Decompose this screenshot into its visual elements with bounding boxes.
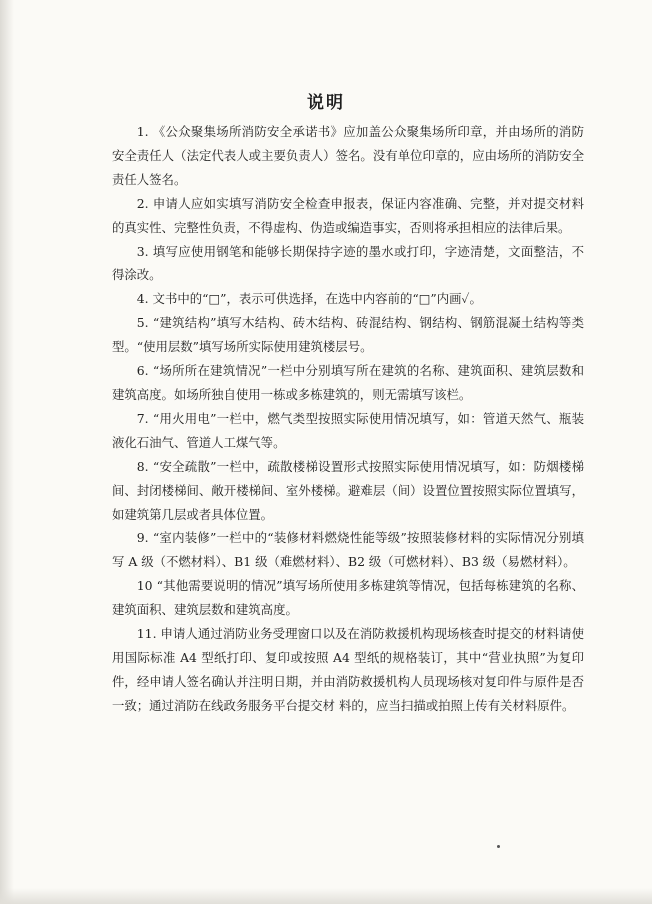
instruction-3: 3. 填写应使用钢笔和能够长期保持字迹的墨水或打印，字迹清楚，文面整洁，不得涂改。: [112, 243, 584, 283]
instruction-11: 11. 申请人通过消防业务受理窗口以及在消防救援机构现场核查时提交的材料请使用国际标准 A4 型纸打印、复印或按照 A4 型纸的规格装订，其中“营业执照”为复印件，经申请人签名确认并注明日期，并由消防救援机构人员现场核对复印件与原件是否一致；通过消防在线政务服务平台提交材 料的，应当扫描或拍照上传有关材料原件。: [112, 626, 584, 713]
page-title: 说明: [307, 93, 345, 113]
instruction-8: 8. “安全疏散”一栏中，疏散楼梯设置形式按照实际使用情况填写，如：防烟楼梯间、封闭楼梯间、敞开楼梯间、室外楼梯。避难层（间）设置位置按照实际位置填写，如建筑第几层或者具体位置。: [112, 458, 584, 522]
instruction-2: 2. 申请人应如实填写消防安全检查申报表，保证内容准确、完整，并对提交材料的真实性、完整性负责，不得虚构、伪造或编造事实，否则将承担相应的法律后果。: [112, 195, 584, 235]
page-shadow-left: [0, 0, 14, 904]
instruction-4: 4. 文书中的“□”，表示可供选择，在选中内容前的“□”内画✓。: [136, 291, 482, 307]
scan-speck: [497, 845, 500, 848]
page-shadow-bottom: [0, 888, 652, 904]
instruction-5: 5. “建筑结构”填写木结构、砖木结构、砖混结构、钢结构、钢筋混凝土结构等类型。“使用层数”填写场所实际使用建筑楼层号。: [112, 315, 584, 355]
instruction-9: 9. “室内装修”一栏中的“装修材料燃烧性能等级”按照装修材料的实际情况分别填写 A 级（不燃材料）、B1 级（难燃材料）、B2 级（可燃材料）、B3 级（易燃材料）。: [112, 530, 584, 570]
instruction-7: 7. “用火用电”一栏中，燃气类型按照实际使用情况填写，如：管道天然气、瓶装液化石油气、管道人工煤气等。: [112, 410, 584, 450]
instructions-body: [112, 120, 584, 718]
instruction-6: 6. “场所所在建筑情况”一栏中分别填写所在建筑的名称、建筑面积、建筑层数和建筑高度。如场所独自使用一栋或多栋建筑的，则无需填写该栏。: [112, 363, 584, 402]
instruction-10: 10 “其他需要说明的情况”填写场所使用多栋建筑等情况，包括每栋建筑的名称、建筑面积、建筑层数和建筑高度。: [112, 578, 584, 618]
instruction-1: 1. 《公众聚集场所消防安全承诺书》应加盖公众聚集场所印章，并由场所的消防安全责任人（法定代表人或主要负责人）签名。没有单位印章的，应由场所的消防安全责任人签名。: [112, 124, 584, 187]
